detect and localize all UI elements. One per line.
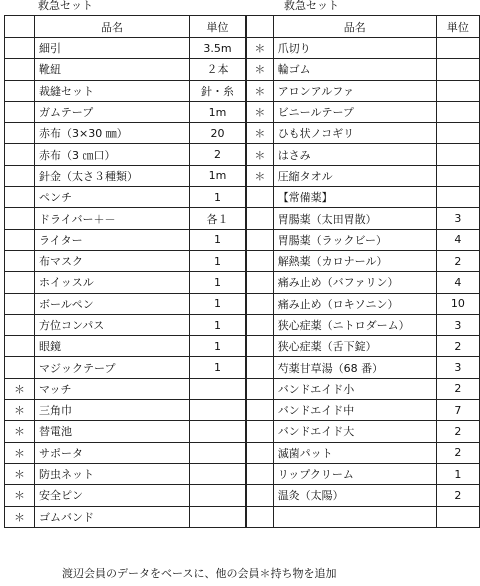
item-unit [436, 59, 479, 80]
item-name: 三角巾 [35, 400, 190, 421]
added-item-mark [5, 80, 35, 101]
added-item-mark [5, 101, 35, 122]
item-name-header: 品名 [35, 16, 190, 38]
footer-note: 渡辺会員のデータをベースに、他の会員＊持ち物を追加 [62, 567, 337, 580]
item-unit: 3 [436, 208, 479, 229]
item-unit: 7 [436, 400, 479, 421]
item-unit [190, 442, 246, 463]
item-unit: 1 [190, 272, 246, 293]
added-item-mark [5, 229, 35, 250]
item-unit [436, 101, 479, 122]
item-name: 裁縫セット [35, 80, 190, 101]
item-name: 布マスク [35, 250, 190, 271]
item-name: ライター [35, 229, 190, 250]
added-item-mark: ＊ [5, 442, 35, 463]
item-unit [436, 38, 479, 59]
added-item-mark [5, 59, 35, 80]
right-kit-table [246, 15, 480, 528]
added-item-mark [247, 272, 274, 293]
added-item-mark [5, 187, 35, 208]
item-name: 方位コンパス [35, 314, 190, 335]
item-name: 狭心症薬（ニトロダーム） [273, 314, 436, 335]
item-name: 圧縮タオル [273, 165, 436, 186]
added-item-mark: ＊ [247, 38, 274, 59]
added-item-mark: ＊ [247, 101, 274, 122]
item-unit [190, 421, 246, 442]
table-row [247, 378, 480, 399]
item-unit [436, 506, 479, 527]
item-name: 痛み止め（ロキソニン） [273, 293, 436, 314]
unit-header: 単位 [190, 16, 246, 38]
table-row [247, 272, 480, 293]
item-name: 爪切り [273, 38, 436, 59]
item-unit: 20 [190, 123, 246, 144]
table-row [247, 187, 480, 208]
table-row [5, 421, 246, 442]
table-row [247, 144, 480, 165]
item-name: 温灸（太陽） [273, 485, 436, 506]
item-name: マジックテープ [35, 357, 190, 378]
item-unit: 2 [190, 144, 246, 165]
item-unit: 1 [190, 229, 246, 250]
item-unit: 4 [436, 272, 479, 293]
table-row [5, 208, 246, 229]
item-unit: 10 [436, 293, 479, 314]
added-item-mark [5, 38, 35, 59]
table-row [5, 378, 246, 399]
table-row [247, 123, 480, 144]
item-unit: 3.5m [190, 38, 246, 59]
added-item-mark [5, 357, 35, 378]
item-unit: 1 [190, 336, 246, 357]
table-row [5, 336, 246, 357]
added-item-mark [247, 293, 274, 314]
item-unit: 1 [436, 463, 479, 484]
added-item-mark [247, 421, 274, 442]
added-item-mark: ＊ [5, 463, 35, 484]
table-row [5, 272, 246, 293]
table-row [247, 293, 480, 314]
table-row [5, 314, 246, 335]
item-unit: 3 [436, 357, 479, 378]
table-row [5, 101, 246, 122]
added-item-mark: ＊ [247, 123, 274, 144]
table-row [5, 229, 246, 250]
right-table-title: 救急セット [284, 0, 339, 12]
item-name: 替電池 [35, 421, 190, 442]
item-name: 安全ピン [35, 485, 190, 506]
added-item-mark [5, 314, 35, 335]
item-unit [190, 506, 246, 527]
item-unit [190, 378, 246, 399]
item-unit [436, 187, 479, 208]
table-row [247, 314, 480, 335]
table-header-row [5, 16, 246, 38]
added-item-mark [247, 442, 274, 463]
item-name: 解熱薬（カロナール） [273, 250, 436, 271]
item-name: マッチ [35, 378, 190, 399]
item-unit [190, 485, 246, 506]
item-name: 細引 [35, 38, 190, 59]
table-row [247, 421, 480, 442]
table-row [247, 208, 480, 229]
item-unit: 2 [436, 378, 479, 399]
added-item-mark: ＊ [5, 485, 35, 506]
item-name: 【常備薬】 [273, 187, 436, 208]
added-item-mark [5, 250, 35, 271]
table-row [5, 80, 246, 101]
added-item-mark [247, 250, 274, 271]
table-row [247, 463, 480, 484]
item-unit: 2 [436, 442, 479, 463]
added-item-mark [247, 485, 274, 506]
added-item-mark [247, 336, 274, 357]
item-unit: 1 [190, 357, 246, 378]
table-row [247, 229, 480, 250]
item-unit: 1 [190, 314, 246, 335]
table-row [247, 165, 480, 186]
item-name: ペンチ [35, 187, 190, 208]
item-name [273, 506, 436, 527]
item-unit [436, 123, 479, 144]
item-unit: 各１ [190, 208, 246, 229]
item-unit: 1 [190, 187, 246, 208]
item-name: 赤布（3 ㎝口） [35, 144, 190, 165]
item-name: 痛み止め（バファリン） [273, 272, 436, 293]
added-item-mark [247, 314, 274, 335]
table-row [5, 463, 246, 484]
table-row [247, 80, 480, 101]
item-unit: 2 [436, 250, 479, 271]
table-row [5, 250, 246, 271]
added-item-mark [247, 357, 274, 378]
added-item-mark: ＊ [247, 165, 274, 186]
added-item-mark [5, 208, 35, 229]
added-item-mark: ＊ [247, 144, 274, 165]
item-unit: 2 [436, 421, 479, 442]
mark-header [247, 16, 274, 38]
item-name: 靴紐 [35, 59, 190, 80]
item-unit [190, 463, 246, 484]
item-name: ビニールテープ [273, 101, 436, 122]
item-name: ドライバー＋－ [35, 208, 190, 229]
added-item-mark [247, 187, 274, 208]
item-unit: 3 [436, 314, 479, 335]
added-item-mark [5, 123, 35, 144]
unit-header: 単位 [436, 16, 479, 38]
added-item-mark: ＊ [247, 59, 274, 80]
table-row [247, 38, 480, 59]
item-name: ひも状ノコギリ [273, 123, 436, 144]
left-kit-table [4, 15, 246, 528]
table-row [247, 485, 480, 506]
item-name: バンドエイド中 [273, 400, 436, 421]
table-row [5, 485, 246, 506]
added-item-mark [247, 378, 274, 399]
table-row [5, 442, 246, 463]
added-item-mark [5, 144, 35, 165]
table-header-row [247, 16, 480, 38]
item-unit: 2 [436, 336, 479, 357]
added-item-mark: ＊ [5, 421, 35, 442]
table-row [247, 336, 480, 357]
item-name: 針金（太さ３種類） [35, 165, 190, 186]
table-row [5, 187, 246, 208]
item-name: はさみ [273, 144, 436, 165]
item-name: ホイッスル [35, 272, 190, 293]
item-unit: ２本 [190, 59, 246, 80]
table-row [247, 506, 480, 527]
item-name: リップクリーム [273, 463, 436, 484]
table-row [247, 59, 480, 80]
item-name: 狭心症薬（舌下錠） [273, 336, 436, 357]
item-name: ガムテープ [35, 101, 190, 122]
table-row [247, 357, 480, 378]
item-unit: 1 [190, 293, 246, 314]
table-row [5, 38, 246, 59]
table-row [5, 165, 246, 186]
table-row [5, 293, 246, 314]
added-item-mark: ＊ [247, 80, 274, 101]
table-row [5, 59, 246, 80]
added-item-mark [5, 272, 35, 293]
item-unit: 1m [190, 101, 246, 122]
table-row [5, 506, 246, 527]
item-name: サポータ [35, 442, 190, 463]
added-item-mark [247, 463, 274, 484]
item-unit [436, 144, 479, 165]
table-row [247, 442, 480, 463]
added-item-mark: ＊ [5, 378, 35, 399]
item-name: ボールペン [35, 293, 190, 314]
item-name: 芍薬甘草湯（68 番） [273, 357, 436, 378]
item-name: 胃腸薬（太田胃散） [273, 208, 436, 229]
item-name: 防虫ネット [35, 463, 190, 484]
added-item-mark [247, 208, 274, 229]
item-name: バンドエイド小 [273, 378, 436, 399]
table-row [247, 400, 480, 421]
item-name: 輪ゴム [273, 59, 436, 80]
table-row [5, 144, 246, 165]
added-item-mark [5, 165, 35, 186]
item-name: ゴムバンド [35, 506, 190, 527]
item-name: 赤布（3×30 ㎜） [35, 123, 190, 144]
item-name: 胃腸薬（ラックビー） [273, 229, 436, 250]
table-row [5, 123, 246, 144]
item-name-header: 品名 [273, 16, 436, 38]
item-name: バンドエイド大 [273, 421, 436, 442]
table-row [247, 101, 480, 122]
added-item-mark [247, 400, 274, 421]
item-unit [436, 80, 479, 101]
added-item-mark: ＊ [5, 400, 35, 421]
item-name: 滅菌パット [273, 442, 436, 463]
item-unit: 2 [436, 485, 479, 506]
table-row [5, 400, 246, 421]
mark-header [5, 16, 35, 38]
added-item-mark [247, 506, 274, 527]
left-table-title: 救急セット [38, 0, 93, 12]
item-unit: 1m [190, 165, 246, 186]
item-unit [190, 400, 246, 421]
added-item-mark [5, 336, 35, 357]
added-item-mark [247, 229, 274, 250]
item-unit [436, 165, 479, 186]
added-item-mark: ＊ [5, 506, 35, 527]
item-unit: 1 [190, 250, 246, 271]
item-name: 眼鏡 [35, 336, 190, 357]
table-row [5, 357, 246, 378]
item-name: アロンアルファ [273, 80, 436, 101]
table-row [247, 250, 480, 271]
item-unit: 針・糸 [190, 80, 246, 101]
item-unit: 4 [436, 229, 479, 250]
added-item-mark [5, 293, 35, 314]
